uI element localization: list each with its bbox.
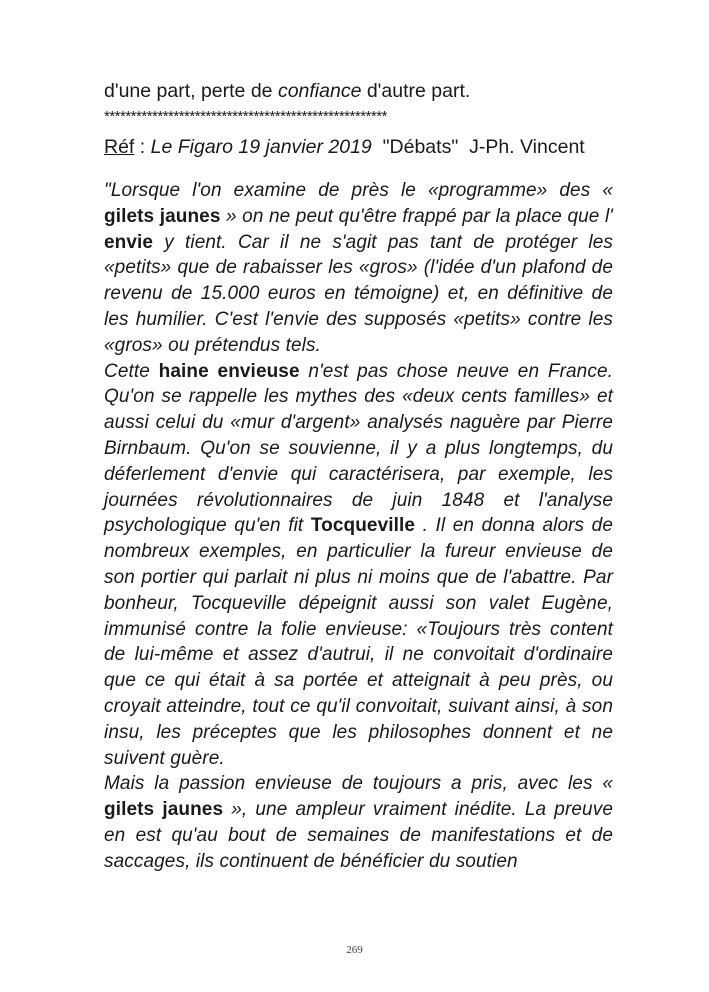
separator-line: ***************************************************** — [104, 108, 387, 125]
quote-block — [104, 178, 613, 875]
quote-text: » on ne peut qu'être frappé par la place que l' — [220, 205, 613, 227]
quote-bold-term: gilets jaunes — [104, 205, 221, 227]
quote-text: . Il en donna alors de nombreux exemples, en particulier la fureur envieuse de son portier qui parlait ni plus ni moins que de l'abattre. Par bonheur, Tocqueville dépeignit aussi son valet Eugène, immunisé contre la folie envieuse: «Toujours très content de lui-même et assez d'autrui, il ne convoitait d'ordinaire que ce qui était à sa portée et atteignait à peu près, ou croyait atteindre, tout ce qu'il convoitait, suivant ainsi, à son insu, les préceptes que les philosophes donnent et ne suivent guère. — [104, 515, 613, 769]
reference-label: Réf — [104, 136, 135, 158]
quote-text: y tient. Car il ne s'agit pas tant de protéger les «petits» que de rabaisser les «gros» (l'idée d'un plafond de revenu de 15.000 euros en témoigne) et, en définitive de les humilier. C'est l'envie des supposés «petits» contre les «gros» ou prétendus tels. — [104, 231, 613, 356]
quote-text: Cette — [104, 360, 159, 382]
quote-text: n'est pas chose neuve en France. Qu'on se rappelle les mythes des «deux cents familles» et aussi celui du «mur d'argent» analysés naguère par Pierre Birnbaum. Qu'on se souvienne, il y a plus longtemps, du déferlement d'envie qui caractérisera, par exemple, les journées révolutionnaires de juin 1848 et l'analyse psychologique qu'en fit — [104, 360, 613, 537]
reference-source: Le Figaro 19 janvier 2019 — [150, 136, 372, 158]
reference-line — [104, 136, 585, 159]
quote-bold-term: envie — [104, 231, 154, 253]
quote-paragraph-3 — [104, 771, 613, 874]
quote-text: Mais la passion envieuse de toujours a pris, avec les « — [104, 773, 613, 795]
intro-emphasis: confiance — [277, 80, 362, 102]
intro-prefix: d'une part, perte de — [104, 80, 278, 102]
reference-separator: : — [134, 136, 151, 158]
quote-text: », une ampleur vraiment inédite. La preuve en est qu'au bout de semaines de manifestations et de saccages, ils continuent de bénéficier du soutien — [104, 799, 613, 872]
intro-suffix: d'autre part. — [361, 80, 471, 102]
quote-bold-term: haine envieuse — [158, 360, 300, 382]
quote-bold-term: gilets jaunes — [104, 799, 224, 821]
reference-section: "Débats" J-Ph. Vincent — [371, 136, 585, 158]
quote-paragraph-2 — [104, 359, 613, 772]
page-number: 269 — [346, 944, 363, 956]
quote-paragraph-1 — [104, 178, 613, 359]
quote-text: "Lorsque l'on examine de près le «programme» des « — [104, 180, 613, 201]
quote-bold-term: Tocqueville — [310, 515, 416, 537]
intro-line — [104, 80, 470, 103]
